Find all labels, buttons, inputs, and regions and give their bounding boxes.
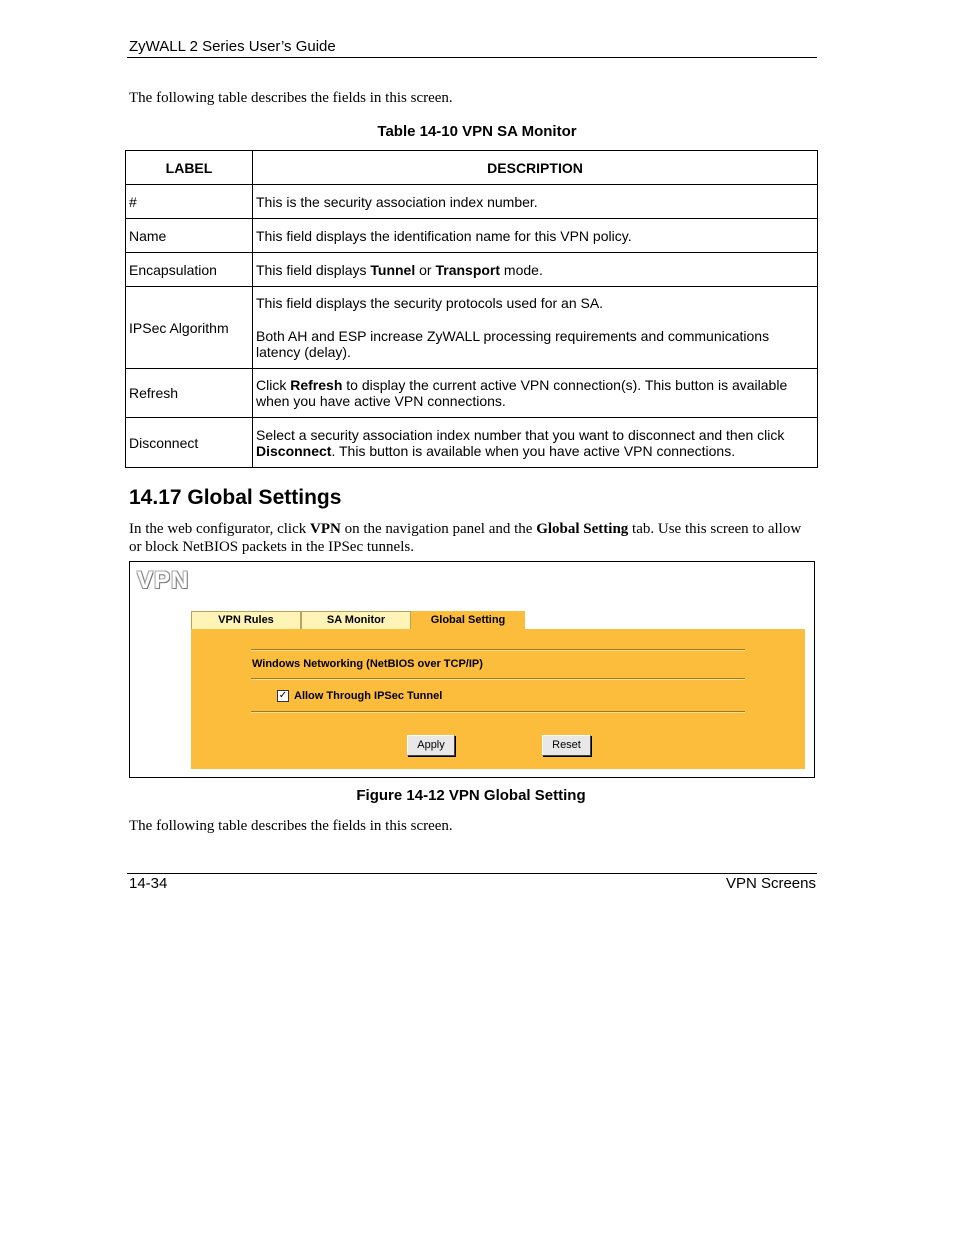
section-intro: In the web configurator, click VPN on the navigation panel and the Global Setting tab. Use this screen to allow or block NetBIOS packets in the IPSec tunnels.: [129, 521, 802, 555]
divider: [251, 678, 745, 680]
settings-panel: [191, 629, 805, 769]
table-row: [126, 418, 818, 468]
table-header-row: [126, 151, 818, 185]
running-header: ZyWALL 2 Series User’s Guide: [129, 38, 336, 55]
column-header-label: LABEL: [126, 151, 253, 185]
row-description: This field displays the security protocols used for an SA. Both AH and ESP increase ZyWALL processing requirements and communications latency (delay).: [253, 287, 818, 369]
table-row: [126, 369, 818, 418]
reset-button[interactable]: Reset: [542, 735, 591, 756]
vpn-logo: VPN: [137, 567, 190, 594]
row-label: Name: [126, 219, 253, 253]
divider: [251, 711, 745, 713]
table-caption: Table 14-10 VPN SA Monitor: [377, 123, 577, 140]
table-row: [126, 185, 818, 219]
row-label: IPSec Algorithm: [126, 287, 253, 369]
column-header-description: DESCRIPTION: [253, 151, 818, 185]
row-label: Refresh: [126, 369, 253, 418]
tab-sa-monitor[interactable]: SA Monitor: [301, 611, 411, 629]
closing-text: The following table describes the fields in this screen.: [129, 818, 453, 834]
netbios-heading: Windows Networking (NetBIOS over TCP/IP): [252, 658, 483, 670]
field-description-table: [125, 150, 818, 468]
row-description: This field displays Tunnel or Transport mode.: [253, 253, 818, 287]
page-number: 14-34: [129, 875, 168, 892]
table-row: [126, 287, 818, 369]
allow-ipsec-checkbox[interactable]: ✓: [278, 690, 288, 701]
row-description: Select a security association index number that you want to disconnect and then click Disconnect. This button is available when you have active VPN connections.: [253, 418, 818, 468]
tab-vpn-rules[interactable]: VPN Rules: [191, 611, 301, 629]
section-title: 14.17 Global Settings: [129, 486, 342, 509]
table-row: [126, 219, 818, 253]
figure-caption: Figure 14-12 VPN Global Setting: [356, 787, 586, 804]
row-label: Encapsulation: [126, 253, 253, 287]
row-label: #: [126, 185, 253, 219]
apply-button[interactable]: Apply: [407, 735, 455, 756]
table-row: [126, 253, 818, 287]
footer-rule: [127, 873, 817, 874]
row-description: This is the security association index number.: [253, 185, 818, 219]
allow-ipsec-label: Allow Through IPSec Tunnel: [294, 690, 443, 702]
intro-text: The following table describes the fields in this screen.: [129, 90, 453, 106]
divider: [251, 649, 745, 651]
chapter-name: VPN Screens: [725, 875, 816, 892]
row-description: This field displays the identification name for this VPN policy.: [253, 219, 818, 253]
header-rule: [127, 57, 817, 58]
tab-global-setting[interactable]: Global Setting: [411, 611, 525, 631]
row-label: Disconnect: [126, 418, 253, 468]
vpn-global-setting-screenshot: [129, 561, 815, 778]
row-description: Click Refresh to display the current active VPN connection(s). This button is available when you have active VPN connections.: [253, 369, 818, 418]
